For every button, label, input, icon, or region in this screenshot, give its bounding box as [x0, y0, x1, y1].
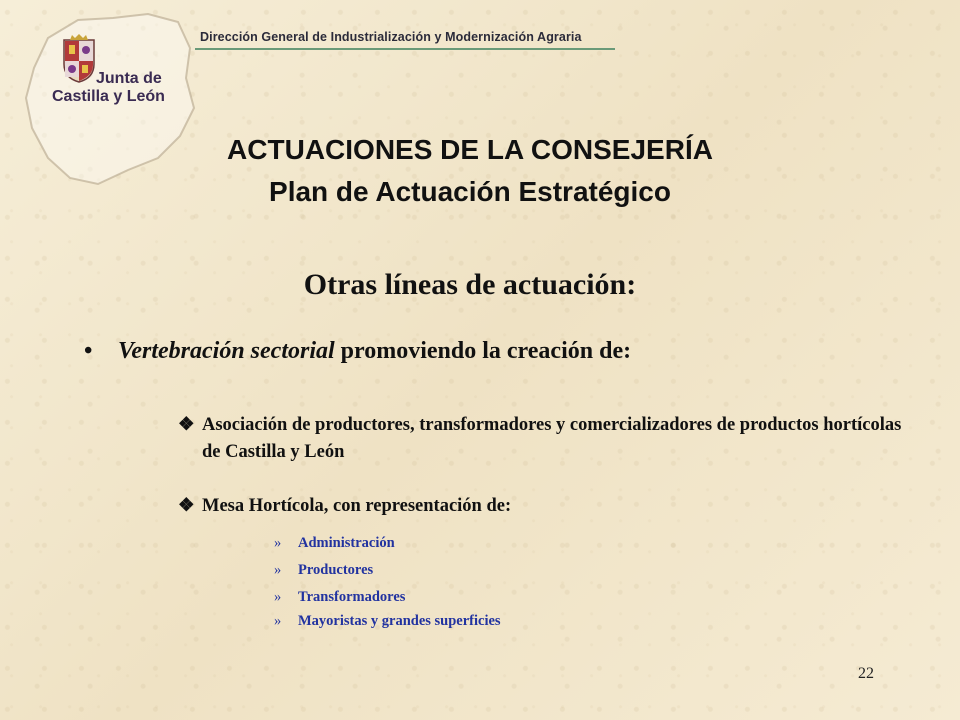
bullet-italic-text: Vertebración sectorial — [118, 338, 335, 364]
junta-castilla-leon-logo — [52, 34, 192, 114]
logo-text-line1: Junta de — [96, 70, 162, 87]
header-underline — [195, 48, 615, 50]
list-item-text: Administración — [298, 535, 395, 551]
diamond-bullet-icon: ❖ — [178, 415, 195, 435]
list-item-text: Mayoristas y grandes superficies — [298, 613, 501, 629]
sub-item-text: Mesa Hortícola, con representación de: — [202, 496, 512, 516]
diamond-bullet-icon: ❖ — [178, 496, 195, 516]
list-item-text: Transformadores — [298, 589, 406, 605]
bullet-icon: • — [84, 338, 93, 364]
page-subtitle-plan: Plan de Actuación Estratégico — [269, 176, 671, 207]
header-department: Dirección General de Industrialización y Modernización Agraria — [200, 30, 582, 44]
coat-of-arms-icon — [62, 34, 96, 84]
page-title: ACTUACIONES DE LA CONSEJERÍA — [227, 134, 713, 165]
list-item-text: Productores — [298, 562, 374, 578]
raquo-bullet-icon: » — [274, 535, 282, 551]
bullet-rest-text: promoviendo la creación de: — [334, 338, 632, 364]
page-number: 22 — [858, 665, 874, 682]
raquo-bullet-icon: » — [274, 562, 282, 578]
raquo-bullet-icon: » — [274, 589, 282, 605]
logo-text-line2: Castilla y León — [52, 88, 165, 105]
raquo-bullet-icon: » — [274, 613, 282, 629]
sub-item-text: Asociación de productores, transformadores y comercializadores de productos hortícolas de Castilla y León — [202, 415, 902, 462]
section-heading: Otras líneas de actuación: — [303, 268, 637, 301]
